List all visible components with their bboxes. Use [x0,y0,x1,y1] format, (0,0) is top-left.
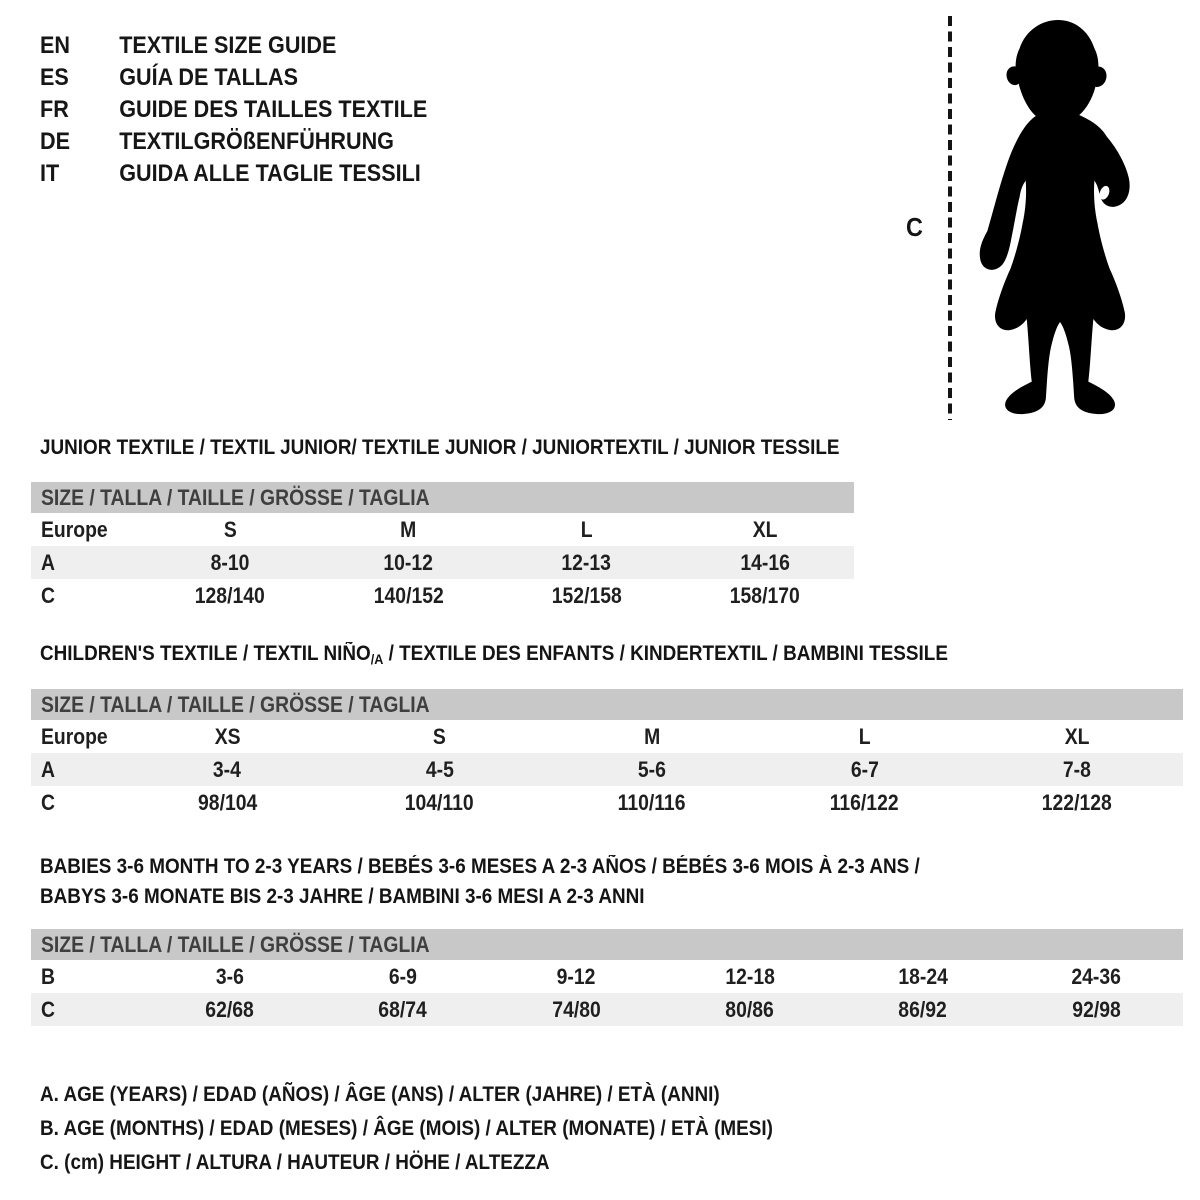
size-cell-text: XL [1064,723,1090,749]
table-row [31,786,1183,819]
language-title: TEXTILGRÖßENFÜHRUNG [119,128,394,155]
size-cell-text: XL [752,516,778,542]
children-heading-text: CHILDREN'S TEXTILE / TEXTIL NIÑO [40,642,371,665]
size-cell-text: 10-12 [383,549,434,575]
size-cell [333,790,545,816]
baby-silhouette-icon [972,18,1138,416]
size-cell [121,757,333,783]
size-cell [498,550,676,576]
size-cell [316,997,489,1023]
language-code: ES [40,64,69,91]
row-label-text: C [41,582,55,608]
height-label: C [906,212,923,242]
size-cell-text: 98/104 [197,789,257,815]
size-cell-text: 158/170 [729,582,800,608]
row-label [31,757,121,783]
size-cell [663,997,836,1023]
size-table-header [31,689,1183,720]
junior-size-table [31,482,854,612]
table-row [31,993,1183,1026]
size-cell [319,583,497,609]
size-cell [546,790,758,816]
row-label-text: B [41,963,55,989]
size-cell [758,790,970,816]
size-cell [971,790,1183,816]
size-cell [676,583,854,609]
size-cell [141,550,319,576]
size-cell-text: 9-12 [556,963,596,989]
children-size-table [31,689,1183,819]
language-title: GUIDE DES TAILLES TEXTILE [119,96,428,123]
table-row [31,720,1183,753]
language-title: GUIDA ALLE TAGLIE TESSILI [119,160,421,187]
size-cell [546,724,758,750]
size-table-header-text: SIZE / TALLA / TAILLE / GRÖSSE / TAGLIA [41,691,430,717]
language-title: TEXTILE SIZE GUIDE [119,32,337,59]
children-section-heading [40,642,948,667]
size-cell-text: 92/98 [1072,996,1121,1022]
size-cell [141,517,319,543]
size-cell-text: L [858,723,871,749]
size-cell [143,964,316,990]
row-label [31,997,143,1023]
size-cell [758,724,970,750]
size-cell-text: 6-9 [389,963,417,989]
size-cell-text: 110/116 [618,789,686,815]
size-cell-text: 5-6 [638,756,666,782]
row-label [31,550,141,576]
junior-section-heading: JUNIOR TEXTILE / TEXTIL JUNIOR/ TEXTILE JUNIOR / JUNIORTEXTIL / JUNIOR TESSILE [40,436,840,459]
size-table-header [31,482,854,513]
size-cell-text: 24-36 [1071,963,1122,989]
row-label-text: A [41,756,55,782]
table-row [31,753,1183,786]
size-cell-text: 12-18 [724,963,775,989]
babies-size-table [31,929,1183,1026]
size-cell-text: 12-13 [561,549,612,575]
size-cell-text: 152/158 [551,582,622,608]
language-row [40,30,427,62]
size-cell-text: M [400,516,417,542]
size-cell [836,997,1009,1023]
language-list [40,30,427,190]
size-cell [319,517,497,543]
language-row [40,158,427,190]
language-code: FR [40,96,69,123]
size-cell-text: 62/68 [205,996,254,1022]
legend [40,1078,773,1180]
size-cell [758,757,970,783]
size-cell-text: 3-6 [215,963,244,989]
size-cell-text: 140/152 [373,582,444,608]
size-cell [498,517,676,543]
size-cell-text: 14-16 [740,549,790,575]
size-cell [319,550,497,576]
row-label [31,517,141,543]
size-cell-text: 6-7 [850,756,879,782]
size-cell-text: 74/80 [552,996,601,1022]
row-label-text: Europe [41,516,108,542]
size-table-header-text: SIZE / TALLA / TAILLE / GRÖSSE / TAGLIA [41,484,430,510]
children-heading-subscript: /A [370,651,384,667]
height-measure-line [946,16,954,420]
table-row [31,513,854,546]
size-cell [1010,964,1183,990]
legend-line: B. AGE (MONTHS) / EDAD (MESES) / ÂGE (MOIS) / ALTER (MONATE) / ETÀ (MESI) [40,1117,773,1140]
language-row [40,94,427,126]
size-cell-text: 4-5 [425,756,454,782]
language-code: DE [40,128,71,155]
size-cell [971,757,1183,783]
size-cell-text: 104/110 [405,789,475,815]
row-label-text: C [41,789,55,815]
size-cell-text: 116/122 [829,789,899,815]
language-row [40,62,427,94]
table-row [31,546,854,579]
size-cell-text: 86/92 [898,996,948,1022]
size-cell-text: XS [214,723,241,749]
size-cell [121,790,333,816]
language-code: EN [40,32,71,59]
babies-heading-line2: BABYS 3-6 MONATE BIS 2-3 JAHRE / BAMBINI 3-6 MESI A 2-3 ANNI [40,885,645,908]
size-cell-text: 18-24 [898,963,948,989]
size-cell [836,964,1009,990]
size-cell-text: 68/74 [378,996,428,1022]
size-cell [316,964,489,990]
table-row [31,579,854,612]
language-title: GUÍA DE TALLAS [119,64,298,91]
size-cell [498,583,676,609]
language-code: IT [40,160,60,187]
size-cell-text: 80/86 [725,996,774,1022]
row-label [31,964,143,990]
size-cell [546,757,758,783]
size-cell-text: 8-10 [210,549,250,575]
size-cell-text: M [643,723,661,749]
size-cell [490,997,663,1023]
size-cell-text: 122/128 [1041,789,1112,815]
size-cell [121,724,333,750]
size-cell [676,550,854,576]
row-label-text: A [41,549,55,575]
legend-line: A. AGE (YEARS) / EDAD (AÑOS) / ÂGE (ANS) / ALTER (JAHRE) / ETÀ (ANNI) [40,1083,720,1106]
size-cell [663,964,836,990]
size-cell [971,724,1183,750]
row-label [31,724,121,750]
row-label-text: C [41,996,55,1022]
table-row [31,960,1183,993]
size-cell [333,724,545,750]
size-cell [676,517,854,543]
size-table-header-text: SIZE / TALLA / TAILLE / GRÖSSE / TAGLIA [41,931,430,957]
size-cell-text: 128/140 [195,582,266,608]
size-cell-text: 3-4 [213,756,242,782]
size-cell [1010,997,1183,1023]
size-cell [141,583,319,609]
row-label [31,790,121,816]
row-label-text: Europe [41,723,108,749]
row-label [31,583,141,609]
size-cell-text: 7-8 [1062,756,1091,782]
size-table-header [31,929,1183,960]
children-heading-text-2: / TEXTILE DES ENFANTS / KINDERTEXTIL / BAMBINI TESSILE [383,642,948,665]
language-row [40,126,427,158]
babies-section-heading [40,852,920,912]
size-cell-text: S [223,516,237,542]
size-cell-text: S [433,723,447,749]
size-cell-text: L [580,516,593,542]
legend-line: C. (cm) HEIGHT / ALTURA / HAUTEUR / HÖHE / ALTEZZA [40,1151,550,1174]
babies-heading-line1: BABIES 3-6 MONTH TO 2-3 YEARS / BEBÉS 3-6 MESES A 2-3 AÑOS / BÉBÉS 3-6 MOIS À 2-3 ANS / [40,855,920,878]
size-cell [333,757,545,783]
size-cell [143,997,316,1023]
size-cell [490,964,663,990]
